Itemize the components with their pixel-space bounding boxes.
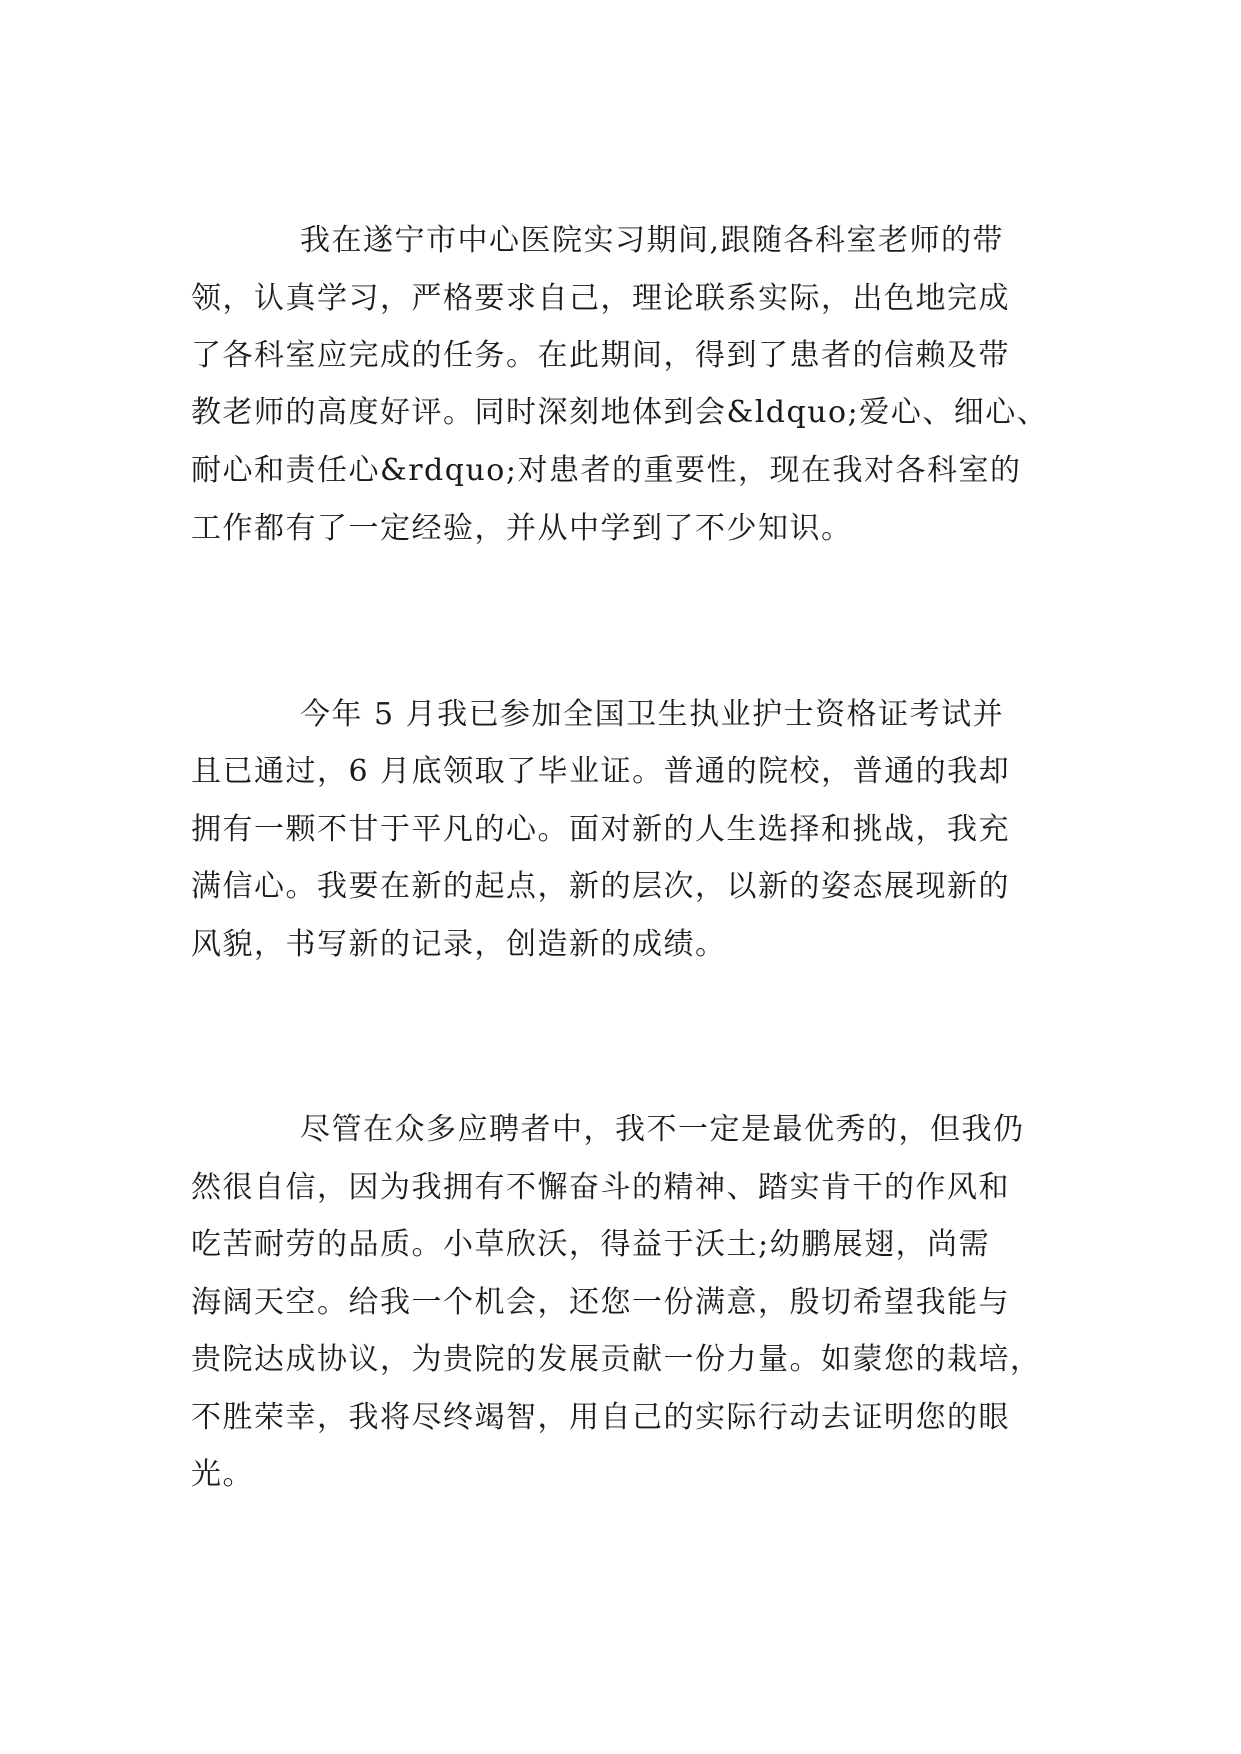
paragraph-3-line-5: 贵院达成协议，为贵院的发展贡献一份力量。如蒙您的栽培， — [191, 1342, 1042, 1377]
paragraph-2-line-1: 今年 5 月我已参加全国卫生执业护士资格证考试并 — [300, 697, 1005, 732]
paragraph-1-line-6: 工作都有了一定经验，并从中学到了不少知识。 — [191, 511, 853, 546]
paragraph-2-line-4: 满信心。我要在新的起点，新的层次，以新的姿态展现新的 — [191, 869, 1010, 904]
paragraph-3-line-7: 光。 — [191, 1457, 254, 1492]
paragraph-1-line-4: 教老师的高度好评。同时深刻地体到会&ldquo;爱心、细心、 — [191, 395, 1049, 430]
paragraph-3-line-2: 然很自信，因为我拥有不懈奋斗的精神、踏实肯干的作风和 — [191, 1170, 1010, 1205]
paragraph-3-line-1: 尽管在众多应聘者中，我不一定是最优秀的，但我仍 — [300, 1112, 1025, 1147]
paragraph-2-line-5: 风貌，书写新的记录，创造新的成绩。 — [191, 927, 727, 962]
paragraph-2-line-2: 且已通过，6 月底领取了毕业证。普通的院校，普通的我却 — [191, 754, 1011, 789]
paragraph-1-line-1: 我在遂宁市中心医院实习期间,跟随各科室老师的带 — [300, 223, 1005, 258]
paragraph-3-line-6: 不胜荣幸，我将尽终竭智，用自己的实际行动去证明您的眼 — [191, 1400, 1010, 1435]
paragraph-3-line-4: 海阔天空。给我一个机会，还您一份满意，殷切希望我能与 — [191, 1285, 1010, 1320]
paragraph-1-line-2: 领，认真学习，严格要求自己，理论联系实际，出色地完成 — [191, 281, 1010, 316]
paragraph-1-line-3: 了各科室应完成的任务。在此期间，得到了患者的信赖及带 — [191, 338, 1010, 373]
paragraph-2-line-3: 拥有一颗不甘于平凡的心。面对新的人生选择和挑战，我充 — [191, 812, 1010, 847]
paragraph-3-line-3: 吃苦耐劳的品质。小草欣沃，得益于沃土;幼鹏展翅，尚需 — [191, 1227, 991, 1262]
paragraph-1-line-5: 耐心和责任心&rdquo;对患者的重要性，现在我对各科室的 — [191, 453, 1022, 488]
